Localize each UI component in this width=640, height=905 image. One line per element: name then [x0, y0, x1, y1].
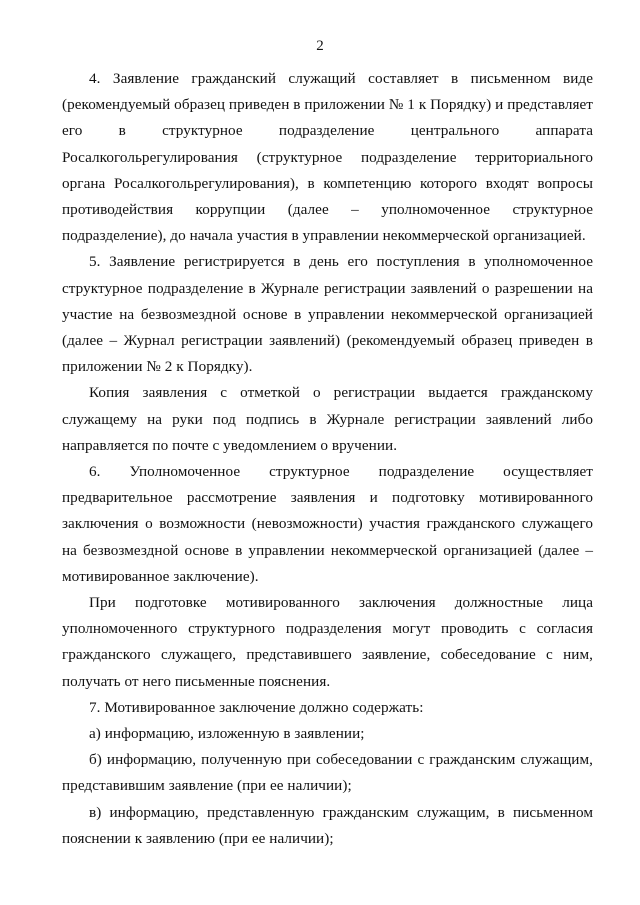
document-body	[62, 66, 593, 852]
paragraph-preparation-of-conclusion: При подготовке мотивированного заключения должностные лица уполномоченного структурного подразделения могут проводить с согласия гражданского служащего, представившего заявление, собеседование с ним, получать от него письменные пояснения.	[62, 594, 593, 690]
paragraph-item-7: 7. Мотивированное заключение должно содержать:	[89, 698, 424, 716]
paragraph-item-5: 5. Заявление регистрируется в день его поступления в уполномоченное структурное подразделение в Журнале регистрации заявлений о разрешении на участие на безвозмездной основе в управлении некоммерческой организацией (далее – Журнал регистрации заявлений) (рекомендуемый образец приведен в приложении № 2 к Порядку).	[62, 253, 593, 376]
paragraph-item-4: 4. Заявление гражданский служащий составляет в письменном виде (рекомендуемый образец приведен в приложении № 1 к Порядку) и представляет его в структурное подразделение центрального аппарата Росалкогольрегулирования (структурное подразделение территориального органа Росалкогольрегулирования), в компетенцию которого входят вопросы противодействия коррупции (далее – уполномоченное структурное подразделение), до начала участия в управлении некоммерческой организацией.	[62, 70, 593, 245]
list-item-b: б) информацию, полученную при собеседовании с гражданским служащим, представившим заявление (при ее наличии);	[62, 751, 593, 795]
list-item-v: в) информацию, представленную гражданским служащим, в письменном пояснении к заявлению (при ее наличии);	[62, 803, 593, 847]
paragraph-item-6: 6. Уполномоченное структурное подразделение осуществляет предварительное рассмотрение заявления и подготовку мотивированного заключения о возможности (невозможности) участия гражданского служащего на безвозмездной основе в управлении некоммерческой организацией (далее – мотивированное заключение).	[62, 463, 593, 585]
page-number: 2	[316, 38, 324, 54]
list-item-a: а) информацию, изложенную в заявлении;	[89, 725, 365, 743]
paragraph-copy-of-application: Копия заявления с отметкой о регистрации выдается гражданскому служащему на руки под подпись в Журнале регистрации заявлений либо направляется по почте с уведомлением о вручении.	[62, 384, 593, 454]
